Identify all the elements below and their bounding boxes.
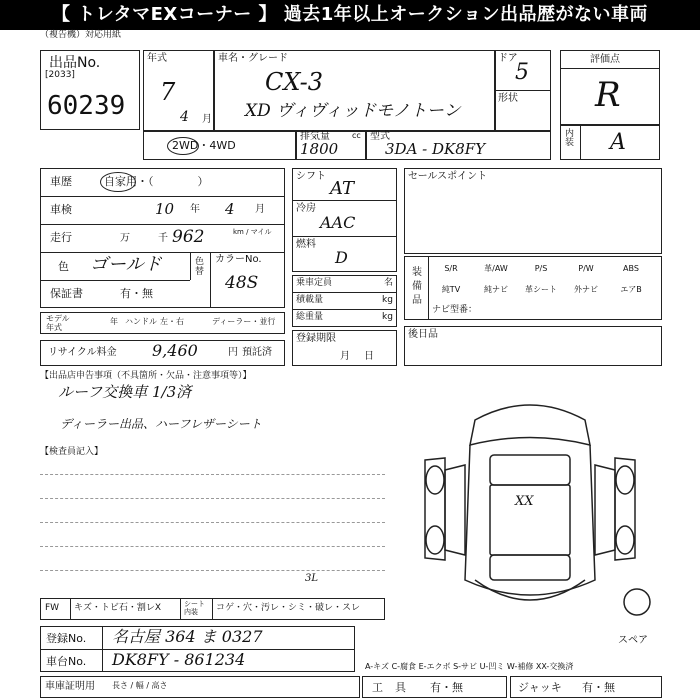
tools-options: 有・無 (430, 681, 463, 694)
header-banner: 【 トレタマEXコーナー 】 過去1年以上オークション出品歴がない車両 (0, 0, 700, 30)
jack-label: ジャッキ (518, 681, 562, 694)
equipment-option: エアB (620, 285, 642, 294)
inspection-month-unit: 月 (255, 204, 265, 215)
handle-options: 左・右 (160, 317, 184, 326)
handle-label: ハンドル (125, 317, 157, 326)
drive-label: 2WD・4WD (172, 139, 236, 152)
displacement-label: 排気量 (300, 131, 330, 142)
model-month-unit: 月 (202, 114, 212, 125)
equipment-label: 装備品 (412, 267, 422, 306)
load-label: 積載量 (296, 295, 324, 305)
damage-code-legend: A-キズ C-腐食 E-エクボ S-サビ U-凹ミ W-補修 XX-交換済 (365, 662, 574, 671)
shift-value: AT (330, 178, 355, 199)
weight-unit: kg (382, 312, 393, 322)
ac-label: 冷房 (296, 203, 316, 214)
recycle-value: 9,460 (152, 341, 198, 360)
color-code: 48S (225, 273, 259, 293)
seat-codes: コゲ・穴・汚レ・シミ・破レ・スレ (216, 603, 361, 613)
fw-label: FW (45, 603, 60, 613)
model-month-value: 4 (180, 109, 189, 125)
jack-options: 有・無 (582, 681, 615, 694)
inspection-month: 4 (225, 200, 235, 218)
seat-label: シート内装 (184, 600, 205, 616)
vehicle-grade: XD ヴィヴィッドモノトーン (245, 101, 461, 121)
vehicle-name-label: 車名・グレード (218, 53, 288, 64)
registration-limit-unit: 月日 (340, 351, 388, 362)
color-code-label: カラーNo. (215, 254, 262, 265)
model-row-year-unit: 年 (110, 317, 118, 326)
color-value: ゴールド (90, 254, 162, 275)
recycle-label: リサイクル料金 (48, 347, 117, 358)
displacement-value: 1800 (300, 140, 339, 158)
notes-label: 後日品 (408, 329, 438, 340)
lot-box (40, 50, 140, 130)
fuel-value: D (335, 248, 348, 267)
mileage-sen: 千 (158, 233, 168, 244)
door-value: 5 (515, 60, 529, 85)
equipment-option: P/W (578, 264, 594, 273)
lot-tag: [2033] (45, 70, 75, 80)
garage-cert-label: 車庫証明用 (45, 681, 95, 692)
type-label: 型式 (370, 131, 390, 142)
fuel-label: 燃料 (296, 239, 316, 250)
ac-value: AAC (320, 213, 356, 232)
lot-number: 60239 (47, 91, 126, 121)
model-year-value: 7 (160, 78, 176, 106)
color-change-label: 色替 (195, 257, 205, 277)
form-subnote: （複告機）対応用紙 (40, 30, 122, 40)
type-value: 3DA - DK8FY (385, 140, 486, 158)
mileage-label: 走行 (50, 231, 72, 244)
inspection-year: 10 (155, 200, 175, 218)
chassis-label: 車台No. (46, 655, 87, 668)
model-year-label: 年式 (147, 53, 167, 64)
inspection-label: 車検 (50, 203, 72, 216)
riders-unit: 名 (384, 278, 394, 288)
interior-label: 内装 (565, 129, 575, 148)
model-year-small-label: モデル年式 (46, 314, 70, 332)
inspection-year-unit: 年 (190, 204, 200, 215)
spare-label: スペア (618, 635, 648, 646)
equipment-option: 純TV (441, 285, 461, 294)
diagram-note-2: 3L (305, 573, 319, 584)
equipment-option: 革シート (525, 285, 557, 294)
warranty-label: 保証書 (50, 287, 83, 300)
history-options: 自家用・（ ） (104, 175, 209, 188)
equipment-option: S/R (444, 264, 458, 273)
plate-value: 名古屋 364 ま 0327 (112, 627, 263, 646)
shift-label: シフト (296, 171, 326, 182)
sales-point-label: セールスポイント (408, 171, 488, 182)
shape-label: 形状 (498, 93, 518, 104)
score-label: 評価点 (590, 54, 620, 65)
recycle-status: 預託済 (242, 347, 272, 358)
riders-label: 乗車定員 (296, 278, 333, 288)
history-circle-mark (100, 172, 136, 192)
weight-label: 総重量 (296, 312, 324, 322)
warranty-options: 有・無 (120, 287, 153, 300)
dealer-label: ディーラー・並行 (212, 317, 276, 326)
plate-label: 登録No. (46, 632, 87, 645)
mileage-man: 万 (120, 233, 130, 244)
recycle-unit: 円 (228, 347, 238, 358)
door-label: ドア (498, 53, 518, 64)
history-label: 車歴 (50, 175, 72, 188)
registration-limit-label: 登録期限 (296, 333, 336, 344)
color-label: 色 (58, 260, 69, 273)
inspector-label: 【検査員記入】 (40, 447, 104, 457)
mileage-unit: km / マイル (233, 228, 272, 236)
garage-cert-dims: 長さ / 幅 / 高さ (112, 681, 168, 690)
seller-remarks-line2: ディーラー出品、ハーフレザーシート (60, 417, 262, 431)
equipment-option: ABS (623, 264, 639, 273)
notes-box (404, 326, 662, 366)
interior-value: A (610, 130, 626, 155)
load-unit: kg (382, 295, 393, 305)
fw-codes: キズ・トビ石・割レX (74, 603, 161, 613)
chassis-value: DK8FY - 861234 (112, 650, 246, 669)
navi-model-label: ナビ型番： (432, 305, 478, 315)
score-value: R (595, 75, 621, 115)
equipment-option: 純ナビ (484, 285, 508, 294)
seller-remarks-label: 【出品店申告事項（不具箇所・欠品・注意事項等）】 (40, 371, 252, 381)
tools-label: 工具 (372, 681, 418, 694)
equipment-option: 革/AW (484, 264, 508, 273)
equipment-option: P/S (534, 264, 548, 273)
mileage-value: 962 (172, 227, 205, 247)
equipment-option: 外ナビ (574, 285, 598, 294)
diagram-note: XX (515, 494, 534, 509)
displacement-unit: cc (352, 131, 361, 140)
lot-label: 出品No. (49, 55, 101, 71)
vehicle-name: CX-3 (265, 68, 323, 96)
seller-remarks-line1: ルーフ交換車 1/3済 (58, 383, 192, 401)
